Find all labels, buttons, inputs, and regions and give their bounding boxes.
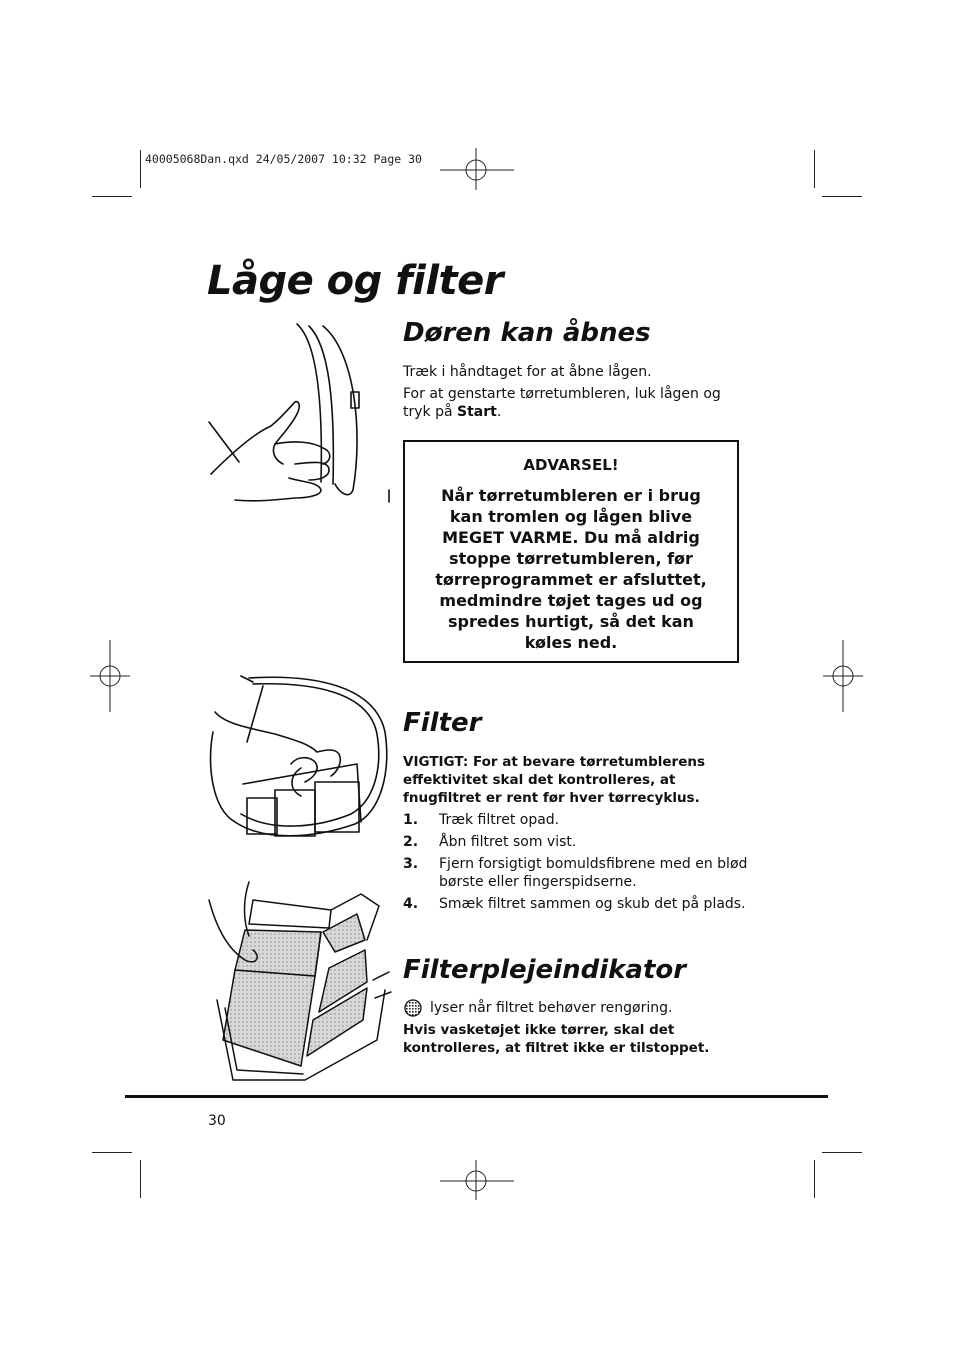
- filter-removal-illustration: [205, 672, 395, 847]
- filter-indicator-icon: [403, 999, 423, 1017]
- door-instruction-2: For at genstarte tørretumbleren, luk lågen og tryk på Start.: [403, 386, 721, 420]
- warning-title: ADVARSEL!: [523, 456, 619, 474]
- filter-step: 1. Træk filtret opad.: [403, 812, 560, 828]
- warning-text: Når tørretumbleren er i brug kan tromlen og lågen blive MEGET VARME. Du må aldrig stoppe tørretumbleren, før tørreprogrammet er afsluttet, medmindre tøjet tages ud og spredes hurtigt, så det kan køles ned.: [435, 486, 707, 652]
- page-title: Låge og filter: [207, 258, 504, 304]
- filter-step: 4. Smæk filtret sammen og skub det på plads.: [403, 896, 746, 912]
- door-heading: Døren kan åbnes: [403, 318, 651, 348]
- filter-step: 2. Åbn filtret som vist.: [403, 834, 577, 850]
- start-label: Start: [457, 404, 497, 420]
- indicator-line: [403, 999, 672, 1017]
- door-opening-illustration: [205, 322, 395, 507]
- print-slug: 40005068Dan.qxd 24/05/2007 10:32 Page 30: [145, 152, 422, 166]
- warning-box: [403, 440, 739, 663]
- filter-steps: [403, 811, 753, 917]
- page-number: 30: [208, 1113, 226, 1129]
- filter-important-note: VIGTIGT: For at bevare tørretumblerens effektivitet skal det kontrolleres, at fnugfiltret er rent før hver tørrecyklus.: [403, 754, 706, 806]
- indicator-note: Hvis vasketøjet ikke tørrer, skal det kontrolleres, at filtret ikke er tilstoppet.: [403, 1022, 710, 1056]
- indicator-text: lyser når filtret behøver rengøring.: [430, 1000, 673, 1016]
- indicator-heading: Filterplejeindikator: [403, 955, 687, 985]
- filter-opened-illustration: [205, 880, 395, 1085]
- filter-step: 3. Fjern forsigtigt bomuldsfibrene med en blød børste eller fingerspidserne.: [403, 856, 748, 890]
- filter-heading: Filter: [403, 708, 482, 738]
- footer-rule: [125, 1095, 828, 1098]
- door-instruction-1: Træk i håndtaget for at åbne lågen.: [403, 364, 652, 380]
